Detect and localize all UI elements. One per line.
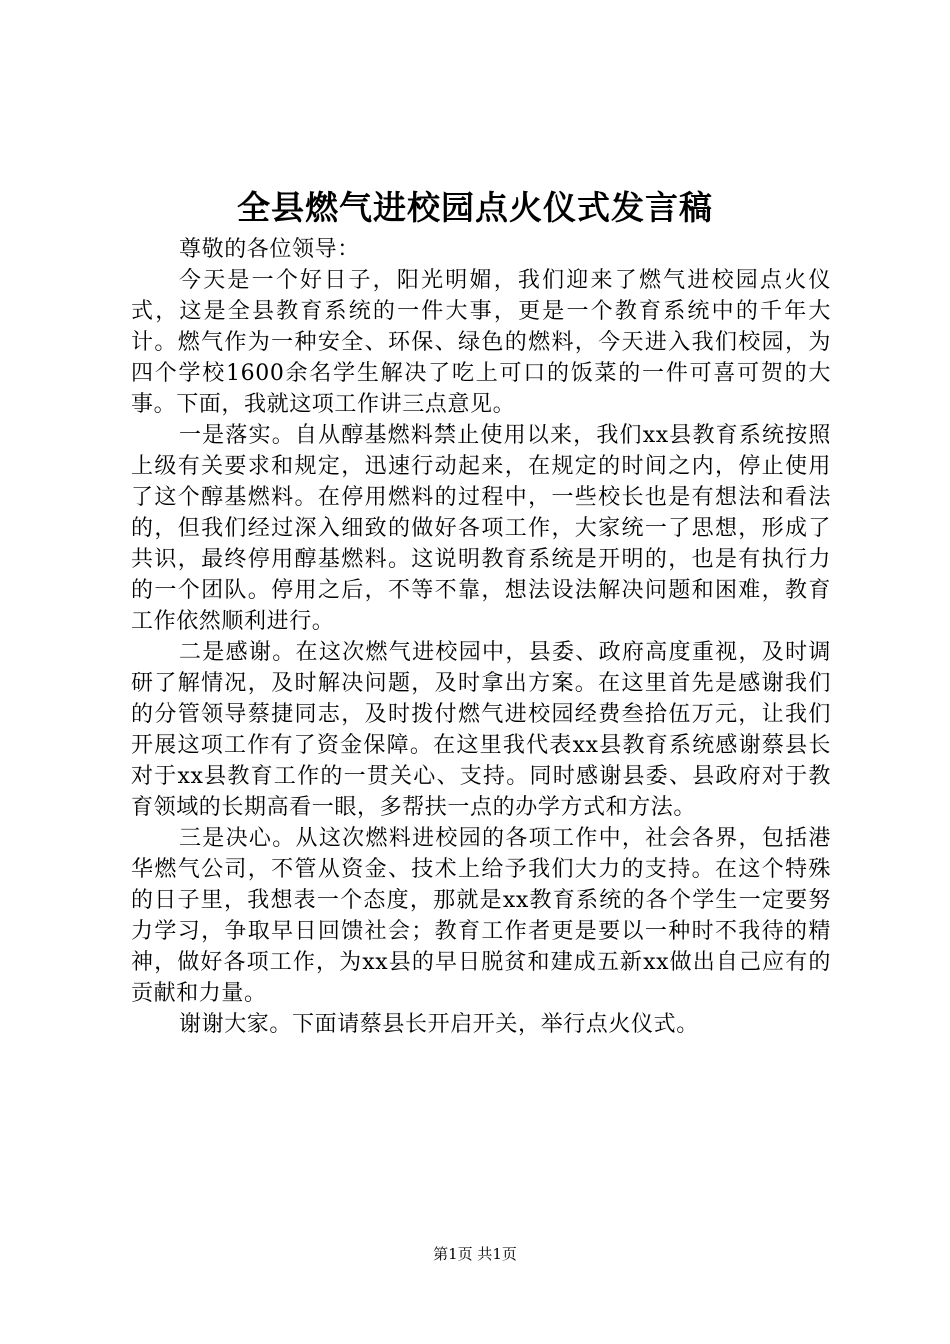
page-number-footer: 第1页 共1页 xyxy=(433,1245,517,1263)
point-three-paragraph: 三是决心。从这次燃料进校园的各项工作中，社会各界，包括港华燃气公司，不管从资金、技术上给予我们大力的支持。在这个特殊的日子里，我想表一个态度，那就是xx教育系统的各个学生一定要努力学习，争取早日回馈社会；教育工作者更是要以一种时不我待的精神，做好各项工作，为xx县的早日脱贫和建成五新xx做出自己应有的贡献和力量。 xyxy=(131,826,831,1006)
point-one-paragraph: 一是落实。自从醇基燃料禁止使用以来，我们xx县教育系统按照上级有关要求和规定，迅速行动起来，在规定的时间之内，停止使用了这个醇基燃料。在停用燃料的过程中，一些校长也是有想法和看法的，但我们经过深入细致的做好各项工作，大家统一了思想，形成了共识，最终停用醇基燃料。这说明教育系统是开明的，也是有执行力的一个团队。停用之后，不等不靠，想法设法解决问题和困难，教育工作依然顺利进行。 xyxy=(131,423,831,634)
intro-paragraph: 今天是一个好日子，阳光明媚，我们迎来了燃气进校园点火仪式，这是全县教育系统的一件大事，更是一个教育系统中的千年大计。燃气作为一种安全、环保、绿色的燃料，今天进入我们校园，为四个学校1600余名学生解决了吃上可口的饭菜的一件可喜可贺的大事。下面，我就这项工作讲三点意见。 xyxy=(131,268,831,417)
document-title: 全县燃气进校园点火仪式发言稿 xyxy=(237,188,713,227)
salutation-paragraph: 尊敬的各位领导： xyxy=(179,237,360,262)
point-two-paragraph: 二是感谢。在这次燃气进校园中，县委、政府高度重视，及时调研了解情况，及时解决问题，及时拿出方案。在这里首先是感谢我们的分管领导蔡捷同志，及时拨付燃气进校园经费叁拾伍万元，让我们开展这项工作有了资金保障。在这里我代表xx县教育系统感谢蔡县长对于xx县教育工作的一贯关心、支持。同时感谢县委、县政府对于教育领域的长期高看一眼，多帮扶一点的办学方式和方法。 xyxy=(131,640,831,820)
closing-paragraph: 谢谢大家。下面请蔡县长开启开关，举行点火仪式。 xyxy=(179,1012,699,1037)
document-body xyxy=(131,234,831,1040)
